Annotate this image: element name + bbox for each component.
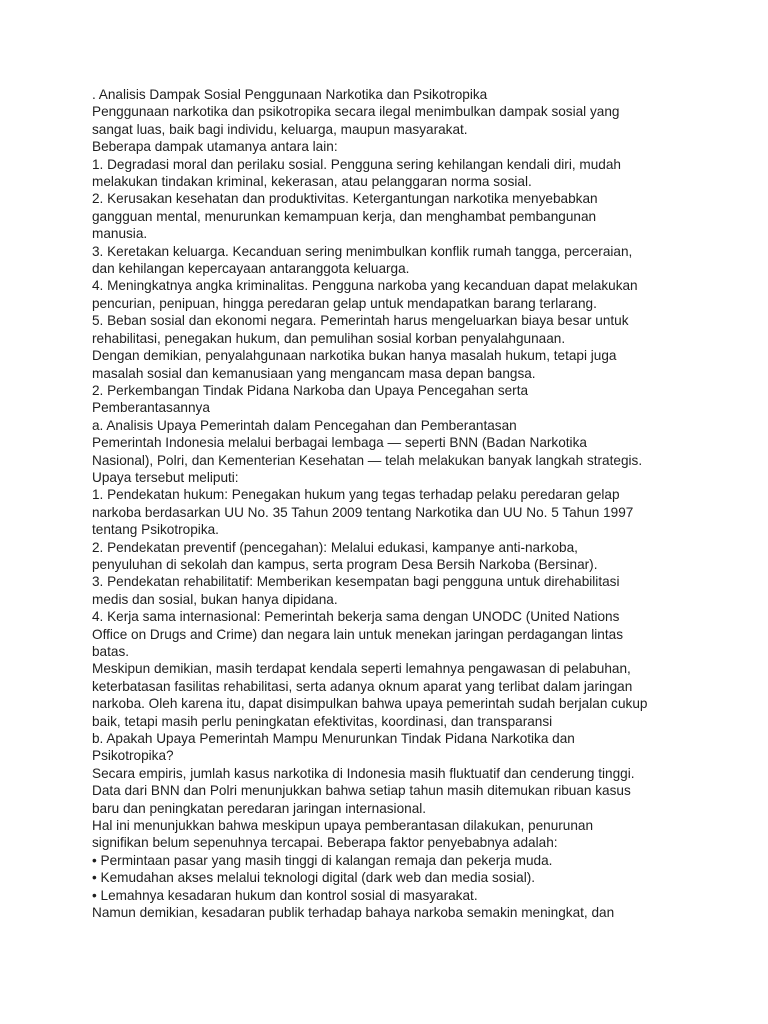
text-line: Nasional), Polri, dan Kementerian Kesehatan — telah melakukan banyak langkah strategis. xyxy=(92,452,643,468)
text-line: 1. Degradasi moral dan perilaku sosial. Pengguna sering kehilangan kendali diri, mudah xyxy=(92,156,621,172)
text-line: • Lemahnya kesadaran hukum dan kontrol sosial di masyarakat. xyxy=(92,887,478,903)
text-line: . Analisis Dampak Sosial Penggunaan Narkotika dan Psikotropika xyxy=(92,87,488,102)
text-line: Psikotropika? xyxy=(92,748,174,764)
text-line: • Permintaan pasar yang masih tinggi di kalangan remaja dan pekerja muda. xyxy=(92,852,553,868)
text-line: 5. Beban sosial dan ekonomi negara. Pemerintah harus mengeluarkan biaya besar untuk xyxy=(92,313,629,329)
text-line: keterbatasan fasilitas rehabilitasi, serta adanya oknum aparat yang terlibat dalam jaringan xyxy=(92,678,633,694)
text-line: 4. Meningkatnya angka kriminalitas. Pengguna narkoba yang kecanduan dapat melakukan xyxy=(92,278,638,294)
text-line: Data dari BNN dan Polri menunjukkan bahwa setiap tahun masih ditemukan ribuan kasus xyxy=(92,783,631,799)
text-line: 1. Pendekatan hukum: Penegakan hukum yang tegas terhadap pelaku peredaran gelap xyxy=(92,487,620,503)
text-line: gangguan mental, menurunkan kemampuan kerja, dan menghambat pembangunan xyxy=(92,208,597,224)
text-line: batas. xyxy=(92,644,130,659)
text-line: Meskipun demikian, masih terdapat kendala seperti lemahnya pengawasan di pelabuhan, xyxy=(92,661,631,677)
text-line: Beberapa dampak utamanya antara lain: xyxy=(92,139,338,155)
text-line: Hal ini menunjukkan bahwa meskipun upaya pemberantasan dilakukan, penurunan xyxy=(92,818,594,834)
text-line: b. Apakah Upaya Pemerintah Mampu Menurunkan Tindak Pidana Narkotika dan xyxy=(92,731,575,747)
text-line: signifikan belum sepenuhnya tercapai. Beberapa faktor penyebabnya adalah: xyxy=(92,835,558,851)
text-line: pencurian, penipuan, hingga peredaran gelap untuk mendapatkan barang terlarang. xyxy=(92,295,597,311)
text-line: manusia. xyxy=(92,226,148,242)
text-line: penyuluhan di sekolah dan kampus, serta program Desa Bersih Narkoba (Bersinar). xyxy=(92,556,598,572)
text-line: Upaya tersebut meliputi: xyxy=(92,469,239,485)
text-line: 3. Pendekatan rehabilitatif: Memberikan kesempatan bagi pengguna untuk direhabilitasi xyxy=(92,574,620,590)
text-line: narkoba. Oleh karena itu, dapat disimpulkan bahwa upaya pemerintah sudah berjalan cukup xyxy=(92,696,648,712)
text-line: dan kehilangan kepercayaan antaranggota keluarga. xyxy=(92,261,410,277)
text-line: medis dan sosial, bukan hanya dipidana. xyxy=(92,591,338,607)
text-line: Pemerintah Indonesia melalui berbagai lembaga — seperti BNN (Badan Narkotika xyxy=(92,435,587,451)
text-line: Pemberantasannya xyxy=(92,400,210,416)
document-page xyxy=(92,86,692,922)
text-line: 2. Perkembangan Tindak Pidana Narkoba dan Upaya Pencegahan serta xyxy=(92,382,529,398)
text-line: 2. Pendekatan preventif (pencegahan): Melalui edukasi, kampanye anti-narkoba, xyxy=(92,539,578,555)
text-line: tentang Psikotropika. xyxy=(92,522,219,538)
text-line: Penggunaan narkotika dan psikotropika secara ilegal menimbulkan dampak sosial yang xyxy=(92,104,620,120)
text-line: melakukan tindakan kriminal, kekerasan, atau pelanggaran norma sosial. xyxy=(92,174,532,190)
text-line: 2. Kerusakan kesehatan dan produktivitas. Ketergantungan narkotika menyebabkan xyxy=(92,191,598,207)
text-line: baik, tetapi masih perlu peningkatan efektivitas, koordinasi, dan transparansi xyxy=(92,713,553,729)
text-line: masalah sosial dan kemanusiaan yang mengancam masa depan bangsa. xyxy=(92,365,536,381)
text-line: Namun demikian, kesadaran publik terhadap bahaya narkoba semakin meningkat, dan xyxy=(92,905,615,921)
text-line: narkoba berdasarkan UU No. 35 Tahun 2009 tentang Narkotika dan UU No. 5 Tahun 1997 xyxy=(92,504,634,520)
text-line: Secara empiris, jumlah kasus narkotika di Indonesia masih fluktuatif dan cenderung tinggi. xyxy=(92,765,635,781)
text-line: 3. Keretakan keluarga. Kecanduan sering menimbulkan konflik rumah tangga, perceraian, xyxy=(92,243,633,259)
text-line: Office on Drugs and Crime) dan negara lain untuk menekan jaringan perdagangan lintas xyxy=(92,626,623,642)
text-line: • Kemudahan akses melalui teknologi digital (dark web dan media sosial). xyxy=(92,870,536,886)
text-line: a. Analisis Upaya Pemerintah dalam Pencegahan dan Pemberantasan xyxy=(92,417,517,433)
text-line: Dengan demikian, penyalahgunaan narkotika bukan hanya masalah hukum, tetapi juga xyxy=(92,348,617,364)
text-line: baru dan peningkatan peredaran jaringan internasional. xyxy=(92,800,427,816)
text-line: 4. Kerja sama internasional: Pemerintah bekerja sama dengan UNODC (United Nations xyxy=(92,609,620,625)
text-line: sangat luas, baik bagi individu, keluarga, maupun masyarakat. xyxy=(92,121,468,137)
text-line: rehabilitasi, penegakan hukum, dan pemulihan sosial korban penyalahgunaan. xyxy=(92,330,566,346)
